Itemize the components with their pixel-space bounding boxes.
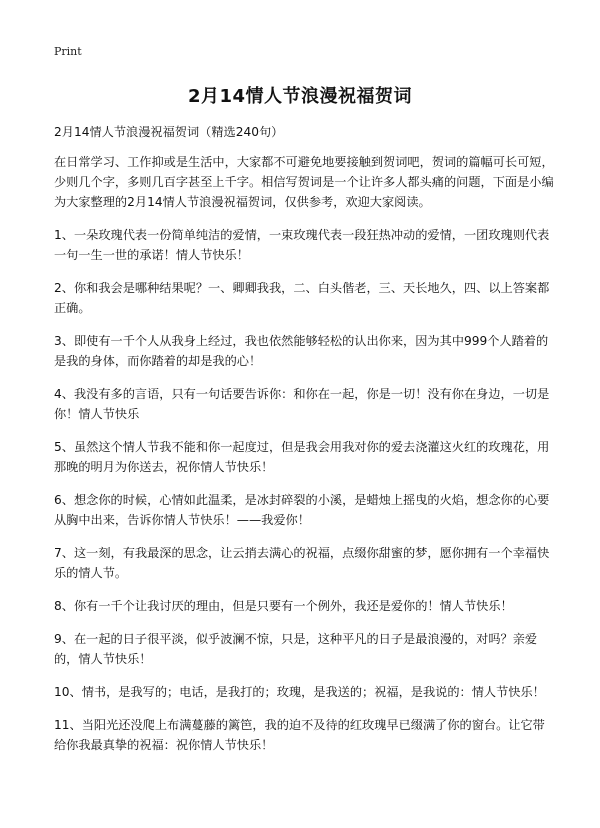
print-link[interactable]: Print: [54, 45, 82, 58]
intro-paragraph: 在日常学习、工作抑或是生活中，大家都不可避免地要接触到贺词吧，贺词的篇幅可长可短，少则几个字，多则几百字甚至上千字。相信写贺词是一个让许多人都头痛的问题，下面是小编为大家整理的2月14情人节浪漫祝福贺词，仅供参考，欢迎大家阅读。: [54, 155, 554, 209]
list-item: 10、情书，是我写的；电话，是我打的；玫瑰，是我送的；祝福，是我说的：情人节快乐！: [54, 685, 545, 699]
list-item: 2、你和我会是哪种结果呢？一、卿卿我我，二、白头偕老，三、天长地久，四、以上答案都正确。: [54, 281, 550, 315]
list-item: 1、一朵玫瑰代表一份简单纯洁的爱情，一束玫瑰代表一段狂热冲动的爱情，一团玫瑰则代表一句一生一世的承诺！情人节快乐！: [54, 228, 550, 262]
list-item: 4、我没有多的言语，只有一句话要告诉你：和你在一起，你是一切！没有你在身边，一切是你！情人节快乐: [54, 387, 550, 421]
article-subtitle: 2月14情人节浪漫祝福贺词（精选240句）: [54, 125, 284, 139]
list-item: 7、这一刻，有我最深的思念，让云捎去满心的祝福，点缀你甜蜜的梦，愿你拥有一个幸福快乐的情人节。: [54, 546, 550, 580]
article-body: [54, 122, 554, 768]
list-item: 11、当阳光还没爬上布满蔓藤的篱笆，我的迫不及待的红玫瑰早已缀满了你的窗台。让它带给你我最真挚的祝福：祝你情人节快乐！: [54, 718, 545, 752]
list-item: 3、即使有一千个人从我身上经过，我也依然能够轻松的认出你来，因为其中999个人踏着的是我的身体，而你踏着的却是我的心！: [54, 334, 549, 368]
list-item: 8、你有一千个让我讨厌的理由，但是只要有一个例外，我还是爱你的！情人节快乐！: [54, 599, 513, 613]
list-item: 9、在一起的日子很平淡，似乎波澜不惊，只是，这种平凡的日子是最浪漫的，对吗？亲爱的，情人节快乐！: [54, 632, 538, 666]
list-item: 5、虽然这个情人节我不能和你一起度过，但是我会用我对你的爱去浇灌这火红的玫瑰花，用那晚的明月为你送去，祝你情人节快乐！: [54, 440, 550, 474]
page-title: 2月14情人节浪漫祝福贺词: [187, 86, 413, 107]
list-item: 6、想念你的时候，心情如此温柔，是冰封碎裂的小溪，是蜡烛上摇曳的火焰，想念你的心要从胸中出来，告诉你情人节快乐！——我爱你！: [54, 493, 550, 527]
